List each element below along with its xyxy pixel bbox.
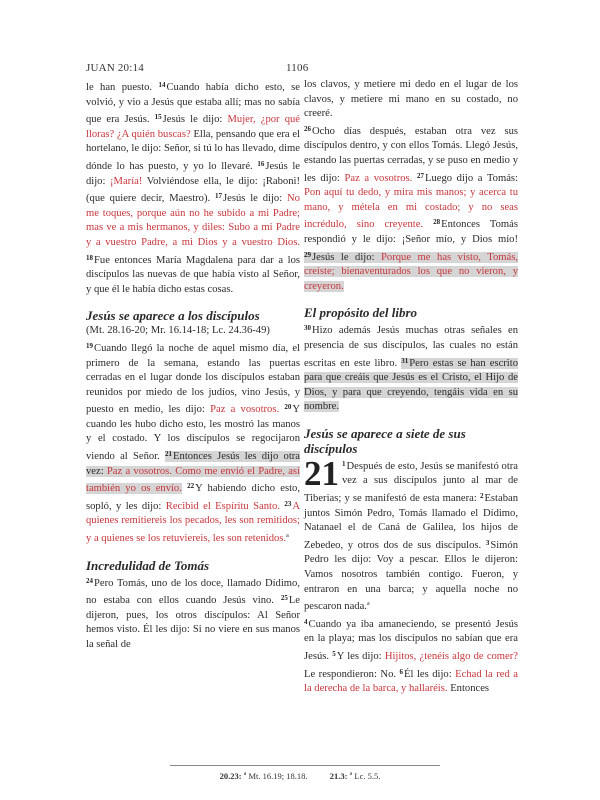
paragraph [304, 321, 518, 415]
footnote-divider [170, 765, 440, 766]
verse-number: 24 [86, 576, 93, 585]
footnote-text: Lc. 5.5. [354, 771, 381, 781]
verse-text: Pero estas se han escrito para que creáis que Jesús es el Cristo, el Hijo de Dios, y para que creyendo, tengáis vida en su nombre. [304, 357, 518, 413]
verse-text: Cuando llegó la noche de aquel mismo día, el primero de la semana, estando las puertas cerradas en el lugar donde los discípulos estaban reunidos por miedo de los judíos, vino Jesús, y puesto en medio, les dijo: [86, 342, 300, 416]
verse-text: Jesús le dijo: [223, 193, 283, 205]
verse-text: Entonces Tomás respondió y le dijo: ¡Señor mío, y Dios mío! [304, 219, 518, 245]
verse-text: los clavos, y metiere mi dedo en el lugar de los clavos, y metiere mi mano en su costado, no creeré. [304, 79, 518, 120]
verse-text: Y cuando les hubo dicho esto, les mostró las manos y el costado. Y los discípulos se regocijaron viendo al Señor. [86, 404, 300, 463]
verse-text: Él les dijo: [404, 668, 452, 680]
verse-text: Cuando había dicho esto, se volvió, y vio a Jesús que estaba allí; mas no sabía que era Jesús. [86, 82, 300, 126]
verse-number: 29 [304, 250, 311, 259]
verse-text: Hizo además Jesús muchas otras señales en presencia de sus discípulos, las cuales no están escritas en este libro. [304, 325, 518, 369]
verse-text: Entonces [450, 683, 490, 695]
paragraph [304, 122, 518, 295]
words-of-jesus: A quienes remitiereis los pecados, les son remitidos; y a quienes se los retuviereis, les son retenidos. [86, 500, 301, 545]
paragraph [86, 339, 300, 547]
verse-number: 4 [304, 617, 308, 626]
verse-text: Y les dijo: [336, 651, 382, 662]
verse-text: Estaban juntos Simón Pedro, Tomás llamado el Dídimo, Natanael el de Caná de Galilea, los hijos de Zebedeo, y otros dos de sus discípulos. [304, 493, 518, 551]
verse-text: Pero Tomás, uno de los doce, llamado Dídimo, no estaba con ellos cuando Jesús vino. [86, 577, 300, 607]
verse-text: Simón Pedro les dijo: Voy a pescar. Ellos le dijeron: Vamos nosotros también contigo. Fueron, y entraron en una barca; y aquella noche no pescaron nada. [304, 539, 518, 613]
verse-number: 15 [154, 113, 162, 122]
verse-text: Volviéndose ella, le dijo: ¡Raboni! (que quiere decir, Maestro). [86, 175, 300, 205]
verse-number: 21 [165, 450, 173, 459]
footnote-marker: a [243, 771, 247, 777]
footnote-reference: 21.3: [329, 771, 348, 781]
verse-number: 31 [401, 356, 409, 365]
verse-text: Jesús le dijo: [312, 251, 375, 263]
words-of-jesus: ¡María! [110, 175, 143, 187]
verse-text: Ella, pensando que era el hortelano, le dijo: Señor, si tú lo has llevado, dime dónde lo has puesto, y yo lo llevaré. [86, 128, 300, 172]
verse-text: Fue entonces María Magdalena para dar a los discípulos las nuevas de que había visto al Señor, y que él le había dicho estas cosas. [86, 254, 300, 295]
verse-text: Le dijeron, pues, los otros discípulos: Al Señor hemos visto. Él les dijo: Si no viere en sus manos la señal de [86, 595, 300, 650]
section-heading [304, 426, 518, 456]
words-of-jesus: Mujer, ¿por qué lloras? ¿A quién buscas? [86, 114, 300, 140]
footnote-marker: a [349, 771, 353, 777]
paragraph [86, 574, 300, 653]
words-of-jesus: Pon aquí tu dedo, y mira mis manos; y acerca tu mano, y métela en mi costado; y no seas incrédulo, sino creyente. [304, 187, 518, 231]
highlighted-passage [304, 252, 518, 292]
footnote-marker: a [286, 533, 289, 540]
section-heading-line: Jesús se aparece a siete de sus [304, 425, 466, 441]
verse-number: 28 [433, 218, 441, 227]
verse-text: Le respondieron: No. [304, 668, 397, 680]
page-number: 1106 [286, 62, 309, 74]
words-of-jesus: Porque me has visto, Tomás, creíste; bienaventurados los que no vieron, y creyeron. [304, 251, 518, 292]
verse-number: 18 [86, 253, 93, 262]
verse-number: 22 [187, 482, 195, 491]
verse-number: 1 [342, 459, 346, 468]
verse-number: 20 [284, 403, 292, 412]
footnote-marker: a [366, 601, 370, 608]
words-of-jesus: Paz a vosotros. Como me envió el Padre, así también yo os envío. [86, 465, 300, 495]
verse-number: 6 [399, 667, 404, 676]
verse-number: 26 [304, 124, 311, 133]
section-heading: Jesús se aparece a los discípulos [86, 308, 260, 324]
verse-number: 19 [86, 341, 93, 350]
left-column [86, 78, 300, 653]
words-of-jesus: Hijitos, ¿tenéis algo de comer? [384, 651, 518, 662]
verse-text: Cuando ya iba amaneciendo, se presentó Jesús en la playa; mas los discípulos no sabían que era Jesús. [304, 618, 518, 662]
section-heading: Incredulidad de Tomás [86, 557, 210, 573]
section-heading: El propósito del libro [304, 305, 418, 321]
words-of-jesus: Recibid el Espíritu Santo. [165, 500, 280, 512]
paragraph [86, 78, 300, 297]
verse-number: 3 [485, 538, 490, 547]
cross-reference: (Mt. 28.16-20; Mr. 16.14-18; Lc. 24.36-49) [86, 325, 270, 337]
verse-number: 5 [332, 650, 336, 658]
section-heading-line: discípulos [304, 440, 358, 456]
verse-number: 14 [158, 81, 166, 89]
verse-number: 16 [257, 159, 265, 168]
paragraph [304, 453, 518, 615]
verse-text: Luego dijo a Tomás: [424, 172, 518, 184]
footnote-reference: 20.23: [219, 771, 242, 781]
running-header-reference: JUAN 20:14 [86, 62, 144, 74]
verse-text: Entonces Jesús les dijo otra vez: [86, 451, 300, 477]
verse-text: Jesús le dijo: [162, 114, 223, 126]
right-column [304, 78, 518, 697]
words-of-jesus: Paz a vosotros. [344, 172, 413, 184]
verse-text: le han puesto. [86, 82, 153, 93]
paragraph [304, 615, 518, 697]
verse-number: 17 [215, 192, 223, 201]
chapter-number: 21 [304, 453, 339, 493]
footnotes [0, 771, 600, 781]
verse-number: 23 [284, 499, 292, 508]
words-of-jesus: Paz a vosotros. [210, 404, 280, 416]
verse-text: Jesús le dijo: [86, 160, 300, 187]
verse-number: 2 [479, 492, 484, 501]
verse-text: Ocho días después, estaban otra vez sus discípulos dentro, y con ellos Tomás. Llegó Jesús, estando las puertas cerradas, y se puso en medio y les dijo: [304, 125, 518, 184]
verse-number: 30 [304, 324, 311, 333]
verse-text: Después de esto, Jesús se manifestó otra vez a sus discípulos junto al mar de Tiberias; y se manifestó de esta manera: [304, 460, 518, 505]
words-of-jesus: No me toques, porque aún no he subido a mi Padre; mas ve a mis hermanos, y diles: Subo a mi Padre y a vuestro Padre, a mi Dios y a vuestro Dios. [86, 193, 300, 248]
verse-text: Y habiendo dicho esto, sopló, y les dijo: [86, 483, 300, 512]
paragraph [304, 78, 518, 122]
words-of-jesus: Echad la red a la derecha de la barca, y hallaréis. [304, 668, 518, 695]
footnote-text: Mt. 16.19; 18.18. [248, 771, 308, 781]
verse-number: 25 [280, 594, 288, 603]
verse-number: 27 [416, 171, 424, 180]
